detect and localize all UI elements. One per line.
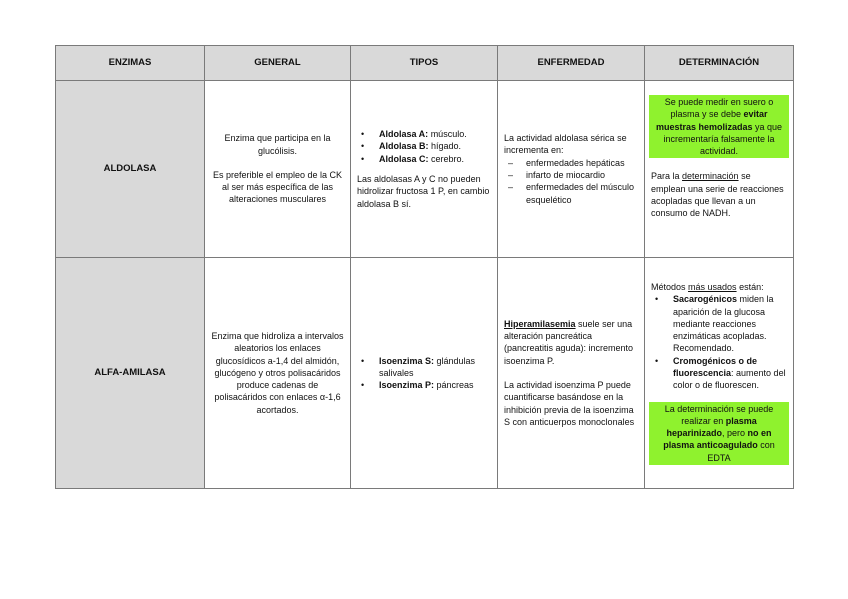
enzyme-name: ALDOLASA bbox=[56, 81, 205, 258]
enfermedad-text: Hiperamilasemia suele ser una alteración pancreática (pancreatitis aguda): incremento isoenzima P. bbox=[504, 318, 634, 366]
general-text: Es preferible el empleo de la CK al ser más específica de las alteraciones musculares bbox=[212, 169, 343, 205]
enzyme-name: ALFA-AMILASA bbox=[56, 258, 205, 489]
list-item: – enfermedades del músculo esquelético bbox=[504, 181, 638, 206]
enfermedad-cell bbox=[498, 81, 645, 258]
header-general: GENERAL bbox=[205, 46, 351, 81]
general-text: Enzima que participa en la glucólisis. bbox=[224, 133, 331, 156]
list-item: • Aldolasa A: músculo. bbox=[357, 128, 491, 140]
determinacion-cell bbox=[645, 81, 794, 258]
table-row bbox=[56, 258, 794, 489]
list-item: • Sacarogénicos miden la aparición de la glucosa mediante reacciones enzimáticas acopladas. Recomendado. bbox=[651, 293, 787, 354]
header-row bbox=[56, 46, 794, 81]
enfermedad-intro: La actividad aldolasa sérica se incrementa en: bbox=[504, 133, 627, 156]
list-item: – enfermedades hepáticas bbox=[504, 157, 638, 169]
tipos-cell bbox=[351, 258, 498, 489]
list-item: – infarto de miocardio bbox=[504, 169, 638, 181]
general-cell: Enzima que hidroliza a intervalos aleatorios los enlaces glucosídicos a-1,4 del almidón, glucógeno y otros polisacáridos produce cadenas de polisacáridos con enlaces α-1,6 acortados. bbox=[205, 258, 351, 489]
list-item: • Cromogénicos o de fluorescencia: aumento del color o de fluorescen. bbox=[651, 355, 787, 392]
tipos-cell bbox=[351, 81, 498, 258]
header-enfermedad: ENFERMEDAD bbox=[498, 46, 645, 81]
determinacion-cell bbox=[645, 258, 794, 489]
highlight-note: La determinación se puede realizar en plasma heparinizado, pero no en plasma anticoagulado con EDTA bbox=[649, 402, 789, 465]
determinacion-intro: Métodos más usados están: bbox=[651, 281, 764, 292]
header-determinacion: DETERMINACIÓN bbox=[645, 46, 794, 81]
determinacion-text: Para la determinación se emplean una serie de reacciones acopladas que llevan a un consumo de NADH. bbox=[651, 171, 784, 219]
general-cell bbox=[205, 81, 351, 258]
enzymes-table bbox=[55, 45, 794, 489]
list-item: • Isoenzima P: páncreas bbox=[357, 379, 491, 391]
enfermedad-cell bbox=[498, 258, 645, 489]
list-item: • Isoenzima S: glándulas salivales bbox=[357, 355, 491, 380]
header-enzimas: ENZIMAS bbox=[56, 46, 205, 81]
header-tipos: TIPOS bbox=[351, 46, 498, 81]
list-item: • Aldolasa B: hígado. bbox=[357, 140, 491, 152]
tipos-note: Las aldolasas A y C no pueden hidrolizar fructosa 1 P, en cambio aldolasa B sí. bbox=[357, 174, 490, 209]
enfermedad-text: La actividad isoenzima P puede cuantificarse basándose en la inhibición previa de la isoenzima S con anticuerpos monoclonales bbox=[504, 380, 635, 427]
list-item: • Aldolasa C: cerebro. bbox=[357, 153, 491, 165]
highlight-note: Se puede medir en suero o plasma y se debe evitar muestras hemolizadas ya que incrementaría falsamente la actividad. bbox=[649, 95, 789, 158]
table-row bbox=[56, 81, 794, 258]
